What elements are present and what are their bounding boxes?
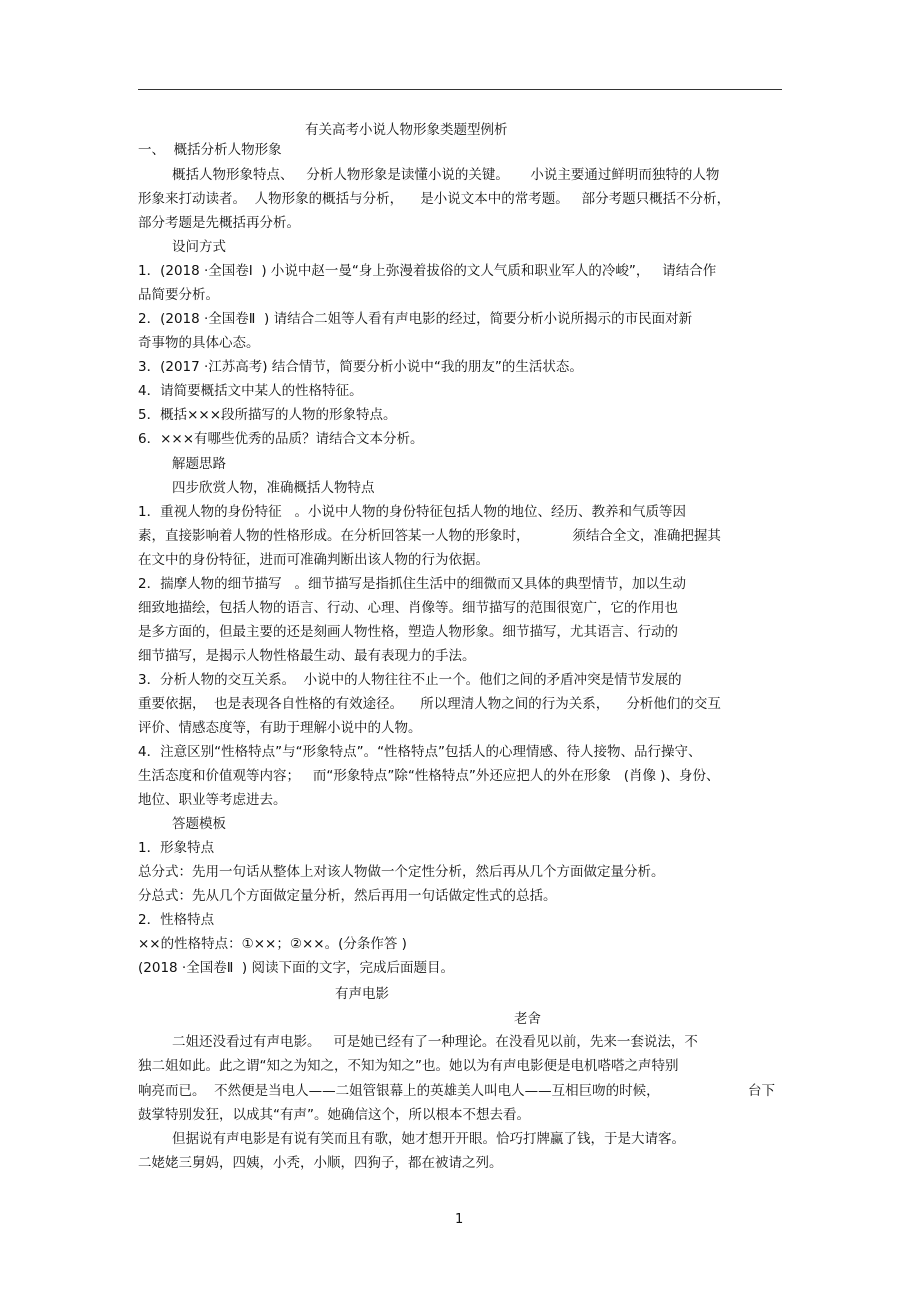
paragraph-line: 素，直接影响着人物的性格形成。在分析回答某一人物的形象时， 须结合全文，准确把握其 [138, 528, 721, 544]
section-heading: 一、 概括分析人物形象 [138, 142, 282, 158]
list-item: 奇事物的具体心态。 [138, 335, 260, 351]
paragraph-line: 细节描写，是揭示人物性格最生动、最有表现力的手法。 [138, 648, 476, 664]
paragraph-line: 响亮而已。 不然便是当电人——二姐管银幕上的英雄美人叫电人——互相巨吻的时候， [138, 1083, 660, 1099]
paragraph-line: (2018 ·全国卷Ⅱ ) 阅读下面的文字，完成后面题目。 [138, 960, 454, 976]
paragraph-line: 部分考题是先概括再分析。 [138, 215, 300, 231]
paragraph-line: 概括人物形象特点、 分析人物形象是读懂小说的关键。 小说主要通过鲜明而独特的人物 [172, 167, 720, 183]
list-item: 2．性格特点 [138, 912, 215, 928]
paragraph-line: 台下 [748, 1083, 775, 1099]
paragraph-line: 重要依据， 也是表现各自性格的有效途径。 所以理清人物之间的行为关系， 分析他们的交互 [138, 696, 721, 712]
subheading: 设问方式 [172, 239, 226, 255]
subheading: 解题思路 [172, 456, 226, 472]
list-item: 2．(2018 ·全国卷Ⅱ ) 请结合二姐等人看有声电影的经过，简要分析小说所揭示的市民面对新 [138, 311, 693, 327]
paragraph-line: ××的性格特点：①××；②××。(分条作答 ) [138, 936, 407, 952]
list-item: 3．(2017 ·江苏高考) 结合情节，简要分析小说中“我的朋友”的生活状态。 [138, 359, 583, 375]
story-title: 有声电影 [335, 986, 389, 1002]
paragraph-line: 形象来打动读者。 人物形象的概括与分析， 是小说文本中的常考题。 部分考题只概括不分析， [138, 191, 731, 207]
subheading: 四步欣赏人物，准确概括人物特点 [172, 480, 375, 496]
document-title: 有关高考小说人物形象类题型例析 [305, 122, 508, 138]
list-item: 1．重视人物的身份特征 。小说中人物的身份特征包括人物的地位、经历、教养和气质等因 [138, 504, 686, 520]
paragraph-line: 但据说有声电影是有说有笑而且有歌，她才想开开眼。恰巧打牌赢了钱，于是大请客。 [172, 1131, 685, 1147]
page-number: 1 [455, 1212, 464, 1227]
paragraph-line: 在文中的身份特征，进而可准确判断出该人物的行为依据。 [138, 552, 489, 568]
paragraph-line: 评价、情感态度等，有助于理解小说中的人物。 [138, 720, 422, 736]
paragraph-line: 分总式：先从几个方面做定量分析，然后再用一句话做定性式的总括。 [138, 888, 557, 904]
list-item: 1．形象特点 [138, 840, 215, 856]
list-item: 品简要分析。 [138, 287, 219, 303]
paragraph-line: 二姥姥三舅妈，四姨，小秃，小顺，四狗子，都在被请之列。 [138, 1155, 503, 1171]
list-item: 4．注意区别“性格特点”与“形象特点”。“性格特点”包括人的心理情感、待人接物、品行操守、 [138, 744, 702, 760]
list-item: 6．×××有哪些优秀的品质？请结合文本分析。 [138, 431, 424, 447]
list-item: 3．分析人物的交互关系。 小说中的人物往往不止一个。他们之间的矛盾冲突是情节发展的 [138, 672, 682, 688]
paragraph-line: 二姐还没看过有声电影。 可是她已经有了一种理论。在没看见以前，先来一套说法，不 [172, 1034, 698, 1050]
list-item: 4．请简要概括文中某人的性格特征。 [138, 383, 363, 399]
subheading: 答题模板 [172, 816, 226, 832]
paragraph-line: 生活态度和价值观等内容； 而“形象特点”除“性格特点”外还应把人的外在形象 (肖像 )、身份、 [138, 768, 720, 784]
paragraph-line: 鼓掌特别发狂，以成其“有声”。她确信这个，所以根本不想去看。 [138, 1107, 530, 1123]
paragraph-line: 是多方面的，但最主要的还是刻画人物性格，塑造人物形象。细节描写，尤其语言、行动的 [138, 624, 678, 640]
list-item: 1．(2018 ·全国卷Ⅰ ) 小说中赵一曼“身上弥漫着拔俗的文人气质和职业军人的冷峻”， 请结合作 [138, 263, 717, 279]
paragraph-line: 细致地描绘，包括人物的语言、行动、心理、肖像等。细节描写的范围很宽广，它的作用也 [138, 600, 678, 616]
paragraph-line: 地位、职业等考虑进去。 [138, 792, 287, 808]
paragraph-line: 总分式：先用一句话从整体上对该人物做一个定性分析，然后再从几个方面做定量分析。 [138, 864, 665, 880]
story-author: 老舍 [514, 1011, 541, 1027]
list-item: 2．揣摩人物的细节描写 。细节描写是指抓住生活中的细微而又具体的典型情节，加以生动 [138, 576, 686, 592]
list-item: 5．概括×××段所描写的人物的形象特点。 [138, 407, 397, 423]
header-rule [138, 89, 782, 90]
paragraph-line: 独二姐如此。此之谓“知之为知之，不知为知之”也。她以为有声电影便是电机嗒嗒之声特别 [138, 1058, 679, 1074]
